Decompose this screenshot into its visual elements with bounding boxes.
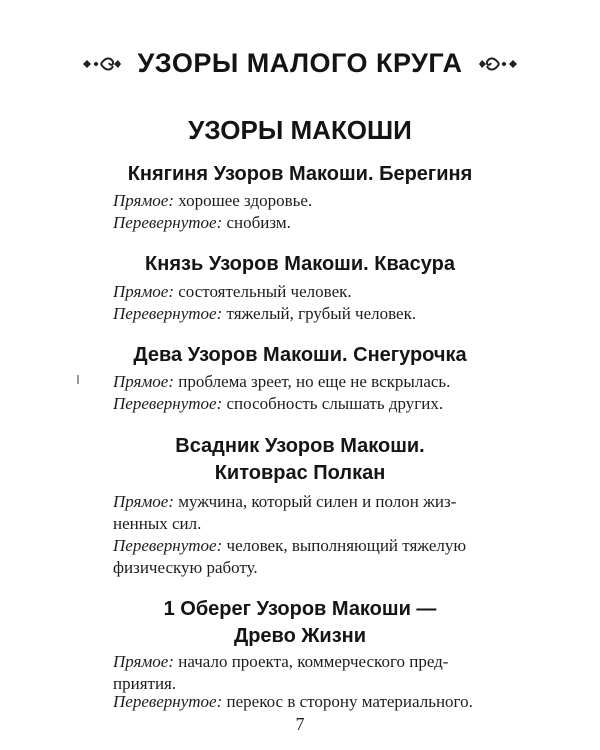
reversed-text: тяжелый, грубый человек. <box>226 304 417 323</box>
reversed-line <box>113 393 533 415</box>
page-number: 7 <box>295 714 305 734</box>
reversed-continuation: физическую работу. <box>113 558 258 577</box>
upright-label: Прямое: <box>113 191 175 210</box>
reversed-text: перекос в сторону материального. <box>226 692 473 711</box>
chapter-header <box>0 48 600 79</box>
entry-title-line-2: Древо Жизни <box>233 625 367 647</box>
left-ornament-icon <box>81 54 121 74</box>
upright-text: проблема зреет, но еще не вскрылась. <box>178 372 451 391</box>
section-title: УЗОРЫ МАКОШИ <box>188 115 412 145</box>
reversed-label: Перевернутое: <box>113 536 223 555</box>
entry-title: Дева Узоров Макоши. Снегурочка <box>133 344 467 366</box>
reversed-text: снобизм. <box>226 213 291 232</box>
upright-line <box>113 651 533 673</box>
right-ornament-icon <box>479 54 519 74</box>
reversed-label: Перевернутое: <box>113 692 223 711</box>
reversed-line <box>113 535 533 557</box>
entry-title-line-1: 1 Оберег Узоров Макоши — <box>163 598 437 620</box>
upright-line <box>113 281 533 303</box>
chapter-title: УЗОРЫ МАЛОГО КРУГА <box>137 48 463 78</box>
reversed-text: способность слышать других. <box>226 394 444 413</box>
entry-title-line-1: Всадник Узоров Макоши. <box>175 435 425 457</box>
upright-label: Прямое: <box>113 652 175 671</box>
upright-text: хорошее здоровье. <box>178 191 313 210</box>
reversed-label: Перевернутое: <box>113 304 223 323</box>
entry-title: Княгиня Узоров Макоши. Берегиня <box>127 163 473 185</box>
upright-continuation: приятия. <box>113 674 177 693</box>
scan-speck <box>77 375 79 384</box>
upright-label: Прямое: <box>113 372 175 391</box>
upright-text: состоятельный человек. <box>178 282 352 301</box>
upright-label: Прямое: <box>113 282 175 301</box>
upright-continuation: ненных сил. <box>113 514 202 533</box>
reversed-label: Перевернутое: <box>113 213 223 232</box>
reversed-line <box>113 303 533 325</box>
upright-text: мужчина, который силен и полон жиз- <box>178 492 457 511</box>
upright-line <box>113 190 533 212</box>
upright-line <box>113 371 533 393</box>
upright-line <box>113 491 533 513</box>
reversed-line <box>113 212 533 234</box>
entry-title-line-2: Китоврас Полкан <box>214 462 386 484</box>
upright-text: начало проекта, коммерческого пред- <box>178 652 449 671</box>
upright-label: Прямое: <box>113 492 175 511</box>
reversed-text: человек, выполняющий тяжелую <box>226 536 467 555</box>
reversed-label: Перевернутое: <box>113 394 223 413</box>
reversed-line <box>113 691 533 713</box>
entry-title: Князь Узоров Макоши. Квасура <box>145 253 455 275</box>
